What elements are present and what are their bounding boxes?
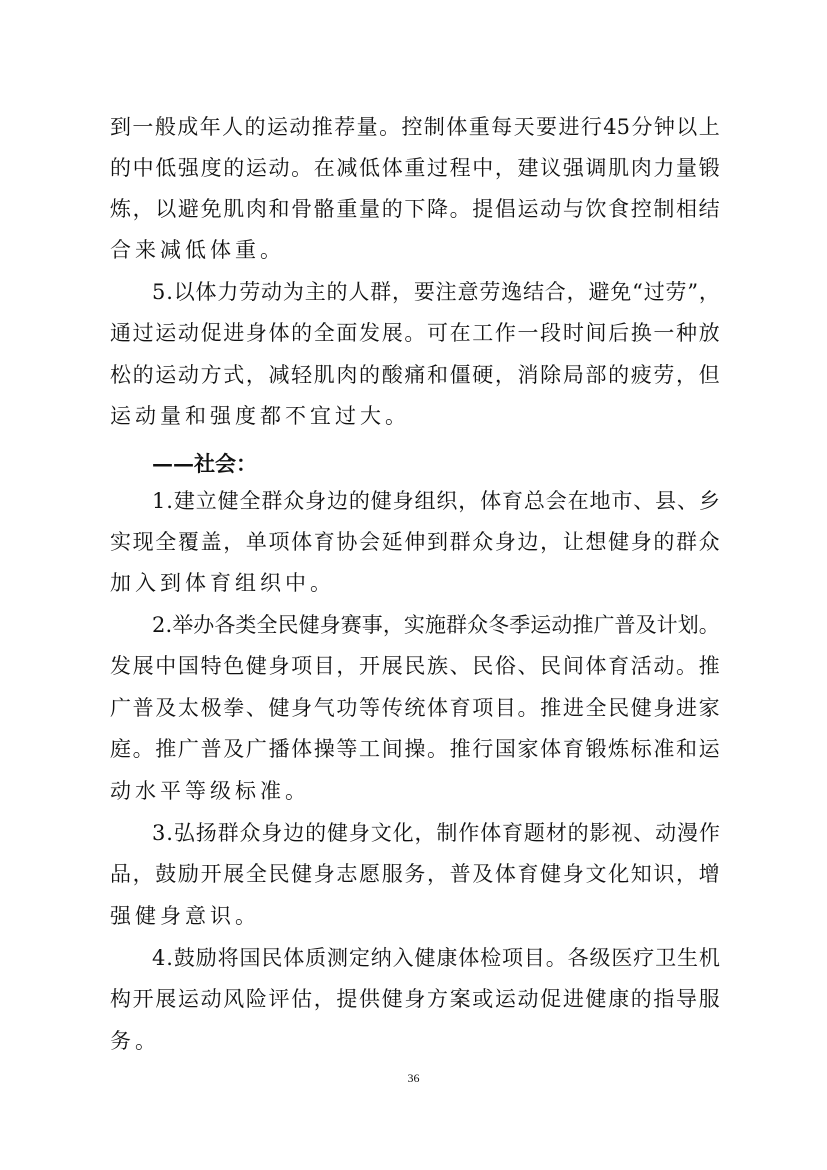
- paragraph-line: 动水平等级标准。: [110, 779, 310, 803]
- page-number: 36: [407, 1071, 420, 1085]
- paragraph-line: 务。: [110, 1029, 160, 1053]
- paragraph-line: 炼 ， 以 避 免 肌 肉 和 骨 骼 重 量 的 下 降 。 提 倡 运 动 与 饮 食 控 制 相 结: [110, 197, 720, 221]
- paragraph-line: 到 一 般 成 年 人 的 运 动 推 荐 量 。 控 制 体 重 每 天 要 进 行 45 分 钟 以 上: [110, 115, 720, 139]
- paragraph-line: 4 . 鼓 励 将 国 民 体 质 测 定 纳 入 健 康 体 检 项 目 。 各 级 医 疗 卫 生 机: [152, 946, 720, 970]
- paragraph-line: 5 . 以 体 力 劳 动 为 主 的 人 群 ， 要 注 意 劳 逸 结 合 ， 避 免 “ 过 劳 ” ，: [152, 280, 720, 304]
- paragraph-line: 庭 。 推 广 普 及 广 播 体 操 等 工 间 操 。 推 行 国 家 体 育 锻 炼 标 准 和 运: [110, 737, 720, 761]
- paragraph-line: 的 中 低 强 度 的 运 动 。 在 减 低 体 重 过 程 中 ， 建 议 强 调 肌 肉 力 量 锻: [110, 156, 720, 180]
- paragraph-line: 强健身意识。: [110, 904, 260, 928]
- paragraph-line: 3 . 弘 扬 群 众 身 边 的 健 身 文 化 ， 制 作 体 育 题 材 的 影 视 、 动 漫 作: [152, 821, 720, 845]
- paragraph-line: 通 过 运 动 促 进 身 体 的 全 面 发 展 。 可 在 工 作 一 段 时 间 后 换 一 种 放: [110, 321, 720, 345]
- paragraph-line: 构 开 展 运 动 风 险 评 估 ， 提 供 健 身 方 案 或 运 动 促 进 健 康 的 指 导 服: [110, 987, 720, 1011]
- paragraph-line: 1 . 建 立 健 全 群 众 身 边 的 健 身 组 织 ， 体 育 总 会 在 地 市 、 县 、 乡: [152, 489, 720, 513]
- paragraph-line: 合来减低体重。: [110, 238, 285, 262]
- paragraph-line: 2 . 举 办 各 类 全 民 健 身 赛 事 ， 实 施 群 众 冬 季 运 动 推 广 普 及 计 划 。: [152, 613, 720, 637]
- paragraph-line: 品 ， 鼓 励 开 展 全 民 健 身 志 愿 服 务 ， 普 及 体 育 健 身 文 化 知 识 ， 增: [110, 862, 720, 886]
- section-heading: ——社会：: [152, 451, 257, 476]
- paragraph-line: 松 的 运 动 方 式 ， 减 轻 肌 肉 的 酸 痛 和 僵 硬 ， 消 除 局 部 的 疲 劳 ， 但: [110, 363, 720, 387]
- paragraph-line: 发 展 中 国 特 色 健 身 项 目 ， 开 展 民 族 、 民 俗 、 民 间 体 育 活 动 。 推: [110, 654, 720, 678]
- paragraph-line: 运动量和强度都不宜过大。: [110, 404, 410, 428]
- paragraph-line: 广 普 及 太 极 拳 、 健 身 气 功 等 传 统 体 育 项 目 。 推 进 全 民 健 身 进 家: [110, 696, 720, 720]
- paragraph-line: 加入到体育组织中。: [110, 571, 335, 595]
- paragraph-line: 实 现 全 覆 盖 ， 单 项 体 育 协 会 延 伸 到 群 众 身 边 ， 让 想 健 身 的 群 众: [110, 530, 720, 554]
